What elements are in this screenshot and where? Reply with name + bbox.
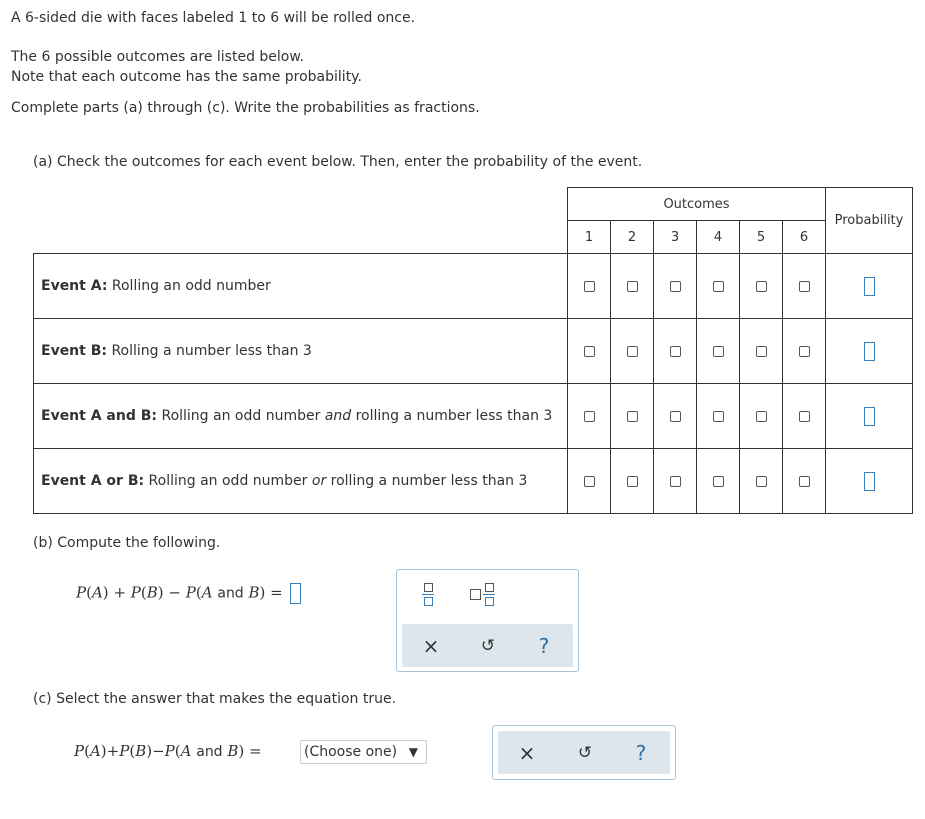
select-value: (Choose one) (304, 744, 398, 760)
event-a-and-b-checkbox-3[interactable] (670, 411, 681, 422)
event-a-and-b-checkbox-6[interactable] (799, 411, 810, 422)
event-a-checkbox-1[interactable] (584, 281, 595, 292)
event-b-label: Event B: (41, 343, 107, 359)
part-a-instruction: (a) Check the outcomes for each event below. Then, enter the probability of the event. (33, 154, 643, 170)
outcome-header-6: 6 (783, 221, 826, 254)
part-c-expression: P(A)+P(B)−P(A and B) = (74, 742, 262, 760)
event-a-or-b-checkbox-1[interactable] (584, 476, 595, 487)
part-b-expression: P(A) + P(B) − P(A and B) = (76, 583, 301, 604)
intro-line-3: Note that each outcome has the same probability. (11, 69, 362, 85)
undo-icon[interactable]: ↺ (577, 743, 593, 763)
part-c-instruction: (c) Select the answer that makes the equation true. (33, 691, 397, 707)
intro-line-2: The 6 possible outcomes are listed below. (11, 49, 304, 65)
event-a-and-b-checkbox-5[interactable] (756, 411, 767, 422)
event-b-checkbox-1[interactable] (584, 346, 595, 357)
intro-line-1: A 6-sided die with faces labeled 1 to 6 will be rolled once. (11, 10, 416, 26)
palette-toolbar (402, 624, 573, 667)
event-a-cell (34, 254, 568, 319)
table-row (34, 449, 913, 514)
event-b-checkbox-6[interactable] (799, 346, 810, 357)
part-b-answer-input[interactable] (290, 583, 301, 604)
clear-icon[interactable]: × (422, 634, 440, 658)
event-a-or-b-desc-em: or (311, 473, 327, 489)
outcomes-table (33, 187, 913, 514)
chevron-down-icon: ▼ (408, 745, 418, 759)
outcomes-header: Outcomes (568, 188, 826, 221)
math-palette-b (396, 569, 579, 672)
event-b-probability-input[interactable] (864, 342, 875, 361)
event-a-and-b-checkbox-2[interactable] (627, 411, 638, 422)
event-a-probability-input[interactable] (864, 277, 875, 296)
table-row (34, 254, 913, 319)
event-a-checkbox-3[interactable] (670, 281, 681, 292)
event-a-or-b-checkbox-2[interactable] (627, 476, 638, 487)
event-a-or-b-label: Event A or B: (41, 473, 145, 489)
help-icon[interactable]: ? (635, 741, 647, 765)
event-a-and-b-label: Event A and B: (41, 408, 158, 424)
event-a-or-b-probability-input[interactable] (864, 472, 875, 491)
mixed-number-button[interactable] (470, 583, 495, 606)
event-a-checkbox-2[interactable] (627, 281, 638, 292)
event-a-or-b-checkbox-3[interactable] (670, 476, 681, 487)
event-a-and-b-cell (34, 384, 568, 449)
event-a-desc: Rolling an odd number (111, 278, 271, 294)
event-a-or-b-checkbox-4[interactable] (713, 476, 724, 487)
math-palette-c (492, 725, 676, 780)
event-a-and-b-desc-post: rolling a number less than 3 (351, 408, 553, 424)
event-a-checkbox-6[interactable] (799, 281, 810, 292)
palette-toolbar (498, 731, 670, 774)
event-a-or-b-checkbox-5[interactable] (756, 476, 767, 487)
event-a-and-b-probability-input[interactable] (864, 407, 875, 426)
outcome-header-5: 5 (740, 221, 783, 254)
event-a-checkbox-4[interactable] (713, 281, 724, 292)
intro-line-4: Complete parts (a) through (c). Write the probabilities as fractions. (11, 100, 480, 116)
help-icon[interactable]: ? (538, 634, 550, 658)
part-b-instruction: (b) Compute the following. (33, 535, 221, 551)
fraction-button[interactable] (422, 583, 434, 606)
event-a-and-b-checkbox-4[interactable] (713, 411, 724, 422)
clear-icon[interactable]: × (518, 741, 536, 765)
probability-header: Probability (826, 188, 913, 254)
outcome-header-3: 3 (654, 221, 697, 254)
event-b-checkbox-4[interactable] (713, 346, 724, 357)
choose-one-select[interactable] (300, 740, 427, 764)
event-a-checkbox-5[interactable] (756, 281, 767, 292)
event-a-and-b-desc-pre: Rolling an odd number (161, 408, 325, 424)
event-a-or-b-desc-pre: Rolling an odd number (148, 473, 312, 489)
event-b-desc: Rolling a number less than 3 (111, 343, 312, 359)
event-a-or-b-desc-post: rolling a number less than 3 (326, 473, 528, 489)
event-b-checkbox-3[interactable] (670, 346, 681, 357)
outcome-header-1: 1 (568, 221, 611, 254)
event-a-and-b-checkbox-1[interactable] (584, 411, 595, 422)
table-row (34, 384, 913, 449)
outcome-header-2: 2 (611, 221, 654, 254)
event-b-cell (34, 319, 568, 384)
event-a-label: Event A: (41, 278, 108, 294)
event-b-checkbox-2[interactable] (627, 346, 638, 357)
outcome-header-4: 4 (697, 221, 740, 254)
table-row (34, 319, 913, 384)
event-a-or-b-cell (34, 449, 568, 514)
event-a-or-b-checkbox-6[interactable] (799, 476, 810, 487)
event-a-and-b-desc-em: and (324, 408, 352, 424)
undo-icon[interactable]: ↺ (480, 636, 496, 656)
event-b-checkbox-5[interactable] (756, 346, 767, 357)
